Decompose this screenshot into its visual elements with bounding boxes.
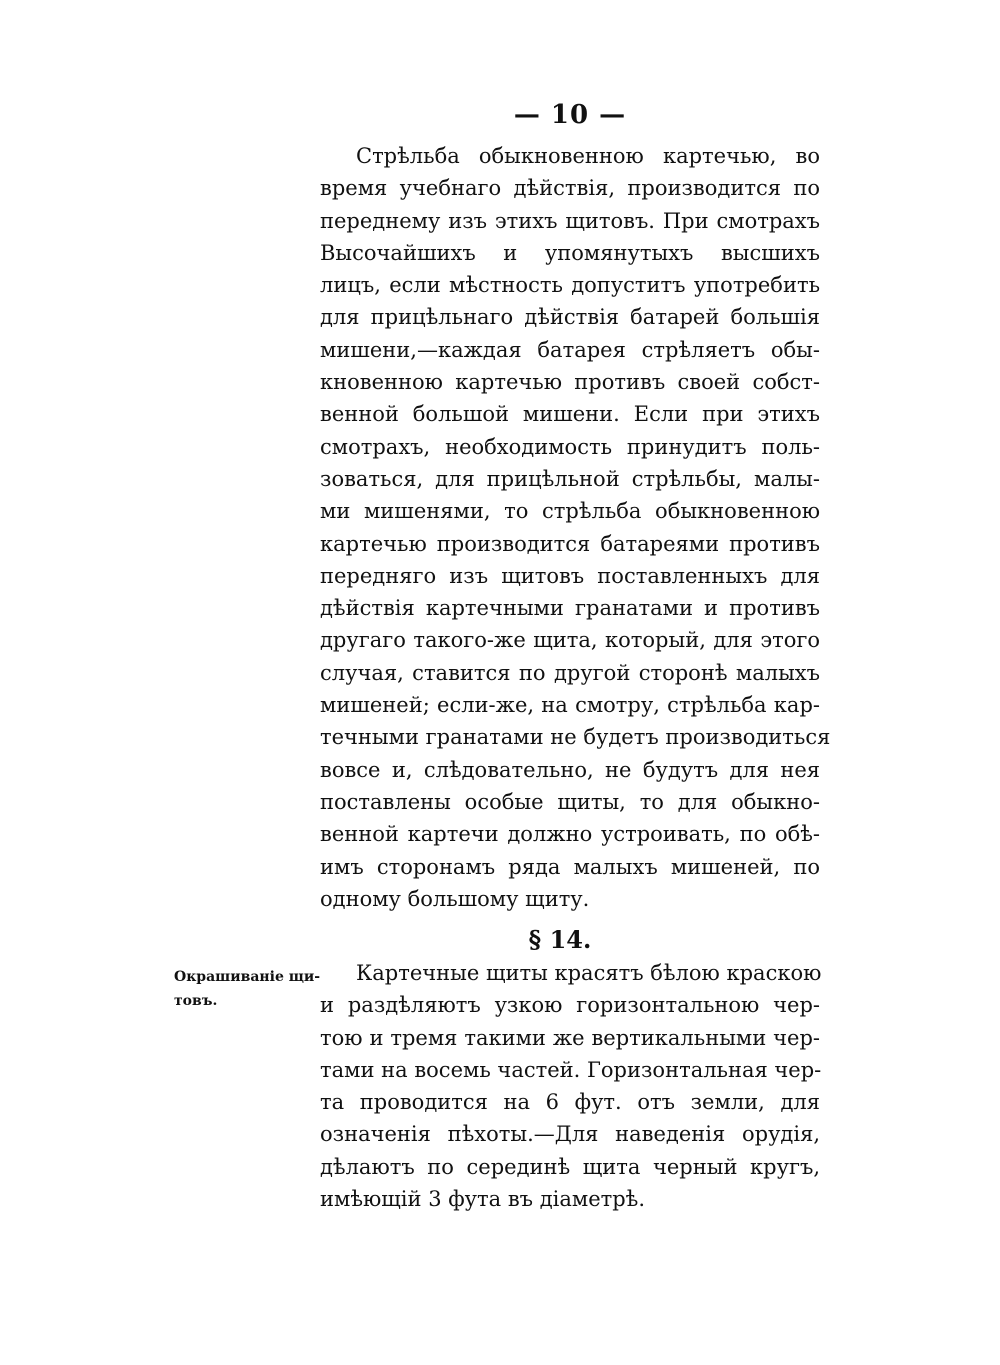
text-line: тами на восемь частей. Горизонтальная чер- <box>320 1057 822 1082</box>
text-line: мишеней; если-же, на смотру, стрѣльба кар- <box>320 693 820 718</box>
text-line: картечью производится батареями противъ <box>320 531 820 556</box>
margin-note-line: товъ. <box>174 993 218 1009</box>
text-line: дѣлаютъ по серединѣ щита черный кругъ, <box>320 1154 820 1179</box>
text-line: Высочайшихъ и упомянутыхъ высшихъ <box>320 240 820 265</box>
text-line: означенія пѣхоты.—Для наведенія орудія, <box>320 1122 820 1147</box>
text-line: одному большому щиту. <box>320 886 590 911</box>
section-heading: § 14. <box>528 925 592 954</box>
text-line: смотрахъ, необходимость принудитъ поль- <box>320 434 820 459</box>
text-line: имѣющій 3 фута въ діаметрѣ. <box>320 1187 646 1212</box>
page-number: — 10 — <box>513 100 627 130</box>
paragraph-stranitsa-text <box>320 140 831 915</box>
text-line: течными гранатами не будетъ производиться <box>320 725 831 750</box>
text-line: тою и тремя такими же вертикальными чер- <box>320 1025 820 1050</box>
text-line: Картечные щиты красятъ бѣлою краскою <box>356 961 822 985</box>
text-line: переднему изъ этихъ щитовъ. При смотрахъ <box>320 208 820 233</box>
text-line: ми мишенями, то стрѣльба обыкновенною <box>320 499 820 524</box>
text-line: зоваться, для прицѣльной стрѣльбы, малы- <box>320 466 820 491</box>
margin-note-line: Окрашиваніе щи- <box>174 969 321 985</box>
text-line: другаго такого-же щита, который, для этого <box>320 628 820 653</box>
text-line: случая, ставится по другой сторонѣ малыхъ <box>320 660 820 685</box>
text-line: мишени,—каждая батарея стрѣляетъ обы- <box>320 337 820 362</box>
text-line: кновенною картечью противъ своей собст- <box>320 370 820 395</box>
text-line: передняго изъ щитовъ поставленныхъ для <box>320 563 820 588</box>
text-line: венной картечи должно устроивать, по обѣ- <box>320 822 820 847</box>
text-line: и раздѣляютъ узкою горизонтальною чер- <box>320 993 820 1018</box>
text-line: та проводится на 6 фут. отъ земли, для <box>320 1090 820 1115</box>
paragraph-section-text <box>320 957 820 1215</box>
margin-note <box>174 965 324 1013</box>
text-line: Стрѣльба обыкновенною картечью, во <box>356 144 820 168</box>
text-line: имъ сторонамъ ряда малыхъ мишеней, по <box>320 854 820 879</box>
text-line: для прицѣльнаго дѣйствія батарей большія <box>320 305 820 330</box>
text-line: лицъ, если мѣстность допуститъ употребить <box>320 273 820 298</box>
text-line: поставлены особые щиты, то для обыкно- <box>320 789 820 814</box>
text-line: венной большой мишени. Если при этихъ <box>320 402 820 427</box>
text-line: дѣйствія картечными гранатами и противъ <box>320 596 820 621</box>
text-line: вовсе и, слѣдовательно, не будутъ для нея <box>320 757 820 782</box>
text-line: время учебнаго дѣйствія, производится по <box>320 176 820 201</box>
